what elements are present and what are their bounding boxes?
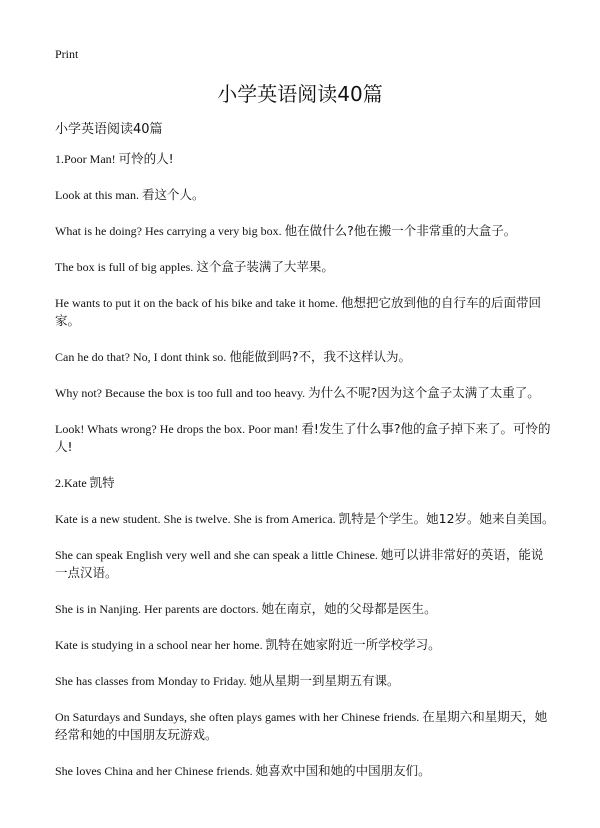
english-sentence: Can he do that? No, I dont think so.	[55, 350, 227, 364]
english-sentence: On Saturdays and Sundays, she often plays games with her Chinese friends.	[55, 710, 420, 724]
section-heading-chinese: 可怜的人!	[118, 151, 174, 166]
chinese-translation: 这个盒子装满了大苹果。	[196, 259, 334, 274]
section-heading-english: 1.Poor Man!	[55, 152, 116, 166]
paragraph-1-4	[55, 294, 555, 330]
paragraph-2-4	[55, 636, 555, 654]
english-sentence: Why not? Because the box is too full and too heavy.	[55, 386, 306, 400]
chinese-translation: 她喜欢中国和她的中国朋友们。	[255, 763, 431, 778]
english-sentence: She can speak English very well and she can speak a little Chinese.	[55, 548, 378, 562]
chinese-translation: 他想把它放到他的自行车的后面带回家。	[55, 295, 541, 328]
chinese-translation: 凯特是个学生。她12岁。她来自美国。	[338, 511, 555, 526]
section-heading-chinese: 凯特	[89, 475, 115, 490]
chinese-translation: 为什么不呢?因为这个盒子太满了太重了。	[308, 385, 540, 400]
page-title: 小学英语阅读40篇	[217, 82, 383, 106]
section-heading-2	[55, 474, 555, 492]
chinese-translation: 看!发生了什么事?他的盒子掉下来了。可怜的人!	[55, 421, 551, 454]
section-heading-1	[55, 150, 555, 168]
paragraph-2-3	[55, 600, 555, 618]
chinese-translation: 凯特在她家附近一所学校学习。	[265, 637, 441, 652]
paragraph-1-2	[55, 222, 555, 240]
english-sentence: Kate is a new student. She is twelve. She is from America.	[55, 512, 336, 526]
paragraph-2-5	[55, 672, 555, 690]
paragraph-2-6	[55, 708, 555, 744]
chinese-translation: 她从星期一到星期五有课。	[249, 673, 400, 688]
paragraph-2-7	[55, 762, 555, 780]
chinese-translation: 在星期六和星期天，她经常和她的中国朋友玩游戏。	[55, 709, 548, 742]
english-sentence: She is in Nanjing. Her parents are doctors.	[55, 602, 259, 616]
print-label: Print	[55, 47, 79, 61]
english-sentence: The box is full of big apples.	[55, 260, 194, 274]
section-heading-english: 2.Kate	[55, 476, 87, 490]
english-sentence: Look! Whats wrong? He drops the box. Poor man!	[55, 422, 299, 436]
chinese-translation: 看这个人。	[142, 187, 205, 202]
chinese-translation: 她在南京，她的父母都是医生。	[261, 601, 437, 616]
paragraph-2-1	[55, 510, 555, 528]
english-sentence: She has classes from Monday to Friday.	[55, 674, 247, 688]
chinese-translation: 她可以讲非常好的英语，能说一点汉语。	[55, 547, 544, 580]
english-sentence: She loves China and her Chinese friends.	[55, 764, 253, 778]
document-subtitle: 小学英语阅读40篇	[55, 122, 163, 137]
paragraph-1-1	[55, 186, 555, 204]
paragraph-1-6	[55, 384, 555, 402]
english-sentence: He wants to put it on the back of his bike and take it home.	[55, 296, 338, 310]
paragraph-2-2	[55, 546, 555, 582]
paragraph-1-5	[55, 348, 555, 366]
english-sentence: What is he doing? Hes carrying a very big box.	[55, 224, 282, 238]
reading-content	[55, 150, 555, 780]
english-sentence: Look at this man.	[55, 188, 139, 202]
paragraph-1-3	[55, 258, 555, 276]
chinese-translation: 他在做什么?他在搬一个非常重的大盒子。	[284, 223, 517, 238]
english-sentence: Kate is studying in a school near her home.	[55, 638, 263, 652]
chinese-translation: 他能做到吗?不，我不这样认为。	[229, 349, 411, 364]
paragraph-1-7	[55, 420, 555, 456]
